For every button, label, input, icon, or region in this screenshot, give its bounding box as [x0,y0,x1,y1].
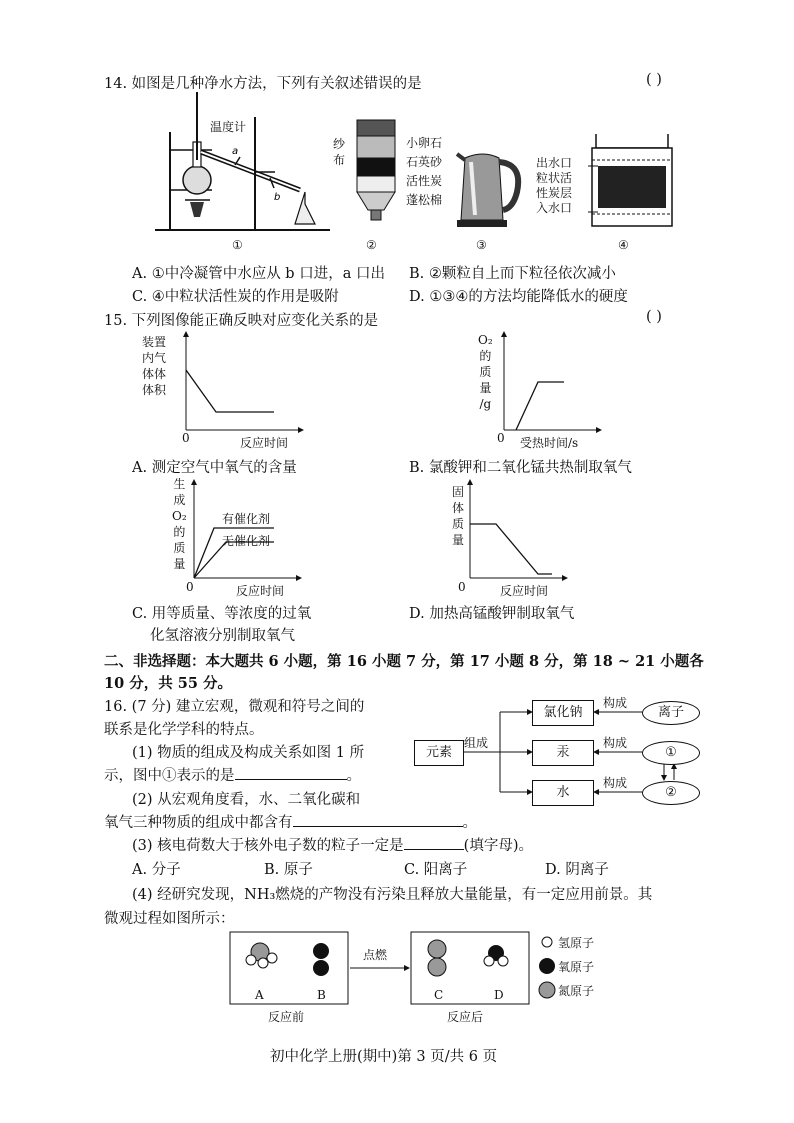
blank-1-oval: ① [642,741,700,765]
q16-part3-option-d[interactable]: D. 阴离子 [545,862,609,878]
before-reaction-label: 反应前 [268,1010,305,1024]
fig-num-3: ③ [476,238,487,252]
graph-a [176,330,306,440]
blank-2-oval: ② [642,781,700,805]
water-box: 水 [532,780,594,806]
molecule-c-label: C [434,988,444,1002]
graph-b-origin: 0 [497,431,505,445]
q16-part2-answer-blank[interactable] [293,814,463,827]
q15-option-c-line2: 化氢溶液分别制取氧气 [150,628,295,644]
graph-d [460,478,570,588]
graph-a-curve [186,370,274,412]
molecule-a-label: A [255,988,264,1002]
fig-num-4: ④ [618,238,629,252]
graph-c-catalyst-label: 有催化剂 [222,512,271,526]
q14-option-b[interactable]: B. ②颗粒自上而下粒径依次减小 [409,266,616,282]
q16-part1b: 示，图中①表示的是 。 [104,768,361,784]
section-2-heading: 二、非选择题：本大题共 6 小题，第 16 小题 7 分，第 17 小题 8 分，第 18 ~ 21 小题各 [104,653,704,670]
section-2-heading-line2: 10 分，共 55 分。 [104,675,233,692]
fig-num-1: ① [232,238,243,252]
molecule-b-label: B [317,988,326,1002]
electric-kettle-figure [455,150,530,230]
inlet-a-label: a [232,146,239,157]
q16-part3-answer-blank[interactable] [404,837,464,850]
graph-b-curve [516,382,564,430]
sodium-chloride-box: 氯化钠 [532,700,594,726]
ignite-label: 点燃 [363,948,388,962]
graph-a-xlabel: 反应时间 [240,436,289,450]
make-label-2: 构成 [603,736,628,750]
q16-part4a: (4) 经研究发现，NH₃燃烧的产物没有污染且释放大量能量，有一定应用前景。其 [132,887,653,903]
graph-d-xlabel: 反应时间 [500,584,549,598]
graph-c-no-catalyst-label: 无催化剂 [222,534,271,548]
distillation-apparatus-figure [150,92,330,237]
molecule-d-label: D [494,988,504,1002]
graph-d-origin: 0 [458,580,466,594]
ion-oval: 离子 [642,701,700,725]
fig-num-2: ② [366,238,377,252]
q16-part4b: 微观过程如图所示： [104,911,235,927]
graph-c-origin: 0 [186,580,194,594]
element-box: 元素 [414,740,464,766]
q16-line1: 16. (7 分) 建立宏观，微观和符号之间的 [104,699,365,715]
q16-part1-answer-blank[interactable] [235,767,347,780]
graph-c-ylabel: 生 成 O₂ 的 质 量 [172,477,187,571]
make-label-1: 构成 [603,696,628,710]
thermometer-label: 温度计 [210,120,247,134]
mercury-box: 汞 [532,740,594,766]
q14-option-d[interactable]: D. ①③④的方法均能降低水的硬度 [409,289,628,305]
q15-option-d[interactable]: D. 加热高锰酸钾制取氧气 [409,606,575,622]
q15-answer-paren: ( ) [646,309,662,325]
make-label-3: 构成 [603,776,628,790]
compose-label: 组成 [464,736,489,750]
graph-b-ylabel: O₂ 的 质 量 /g [478,333,493,411]
q16-part2b: 氧气三种物质的组成中都含有 。 [104,815,477,831]
reaction-micro-diagram [228,928,668,1020]
gauze-label: 纱 布 [333,137,346,167]
q16-part3-option-c[interactable]: C. 阳离子 [404,862,468,878]
filter-layer-labels: 小卵石 石英砂 活性炭 蓬松棉 [406,136,443,207]
simple-filter-figure [352,118,402,228]
graph-a-ylabel: 装置 内气 体体 体积 [142,335,167,397]
q15-option-a[interactable]: A. 测定空气中氧气的含量 [132,460,297,476]
q16-line2: 联系是化学学科的特点。 [104,722,264,738]
q15-option-b[interactable]: B. 氯酸钾和二氧化锰共热制取氧气 [409,460,632,476]
q16-part3-option-b[interactable]: B. 原子 [264,862,313,878]
after-reaction-label: 反应后 [447,1010,484,1024]
q14-stem: 14. 如图是几种净水方法，下列有关叙述错误的是 [104,76,422,92]
q14-option-a[interactable]: A. ①中冷凝管中水应从 b 口进，a 口出 [132,266,385,282]
inlet-b-label: b [274,192,281,203]
graph-b [494,330,604,440]
tank-labels: 出水口 粒状活 性炭层 入水口 [536,156,573,215]
legend-hydrogen: 氢原子 [558,936,595,950]
q15-option-c-line1[interactable]: C. 用等质量、等浓度的过氧 [132,606,312,622]
q14-option-c[interactable]: C. ④中粒状活性炭的作用是吸附 [132,289,339,305]
graph-d-curve [470,524,552,574]
q16-part2a: (2) 从宏观角度看，水、二氧化碳和 [132,792,361,808]
q16-part1a: (1) 物质的组成及构成关系如图 1 所 [132,745,365,761]
q16-part3-option-a[interactable]: A. 分子 [132,862,181,878]
graph-c-xlabel: 反应时间 [236,584,285,598]
legend-oxygen: 氧原子 [558,960,595,974]
q14-answer-paren: ( ) [646,72,662,88]
carbon-tank-figure [588,132,678,232]
legend-nitrogen: 氮原子 [558,984,595,998]
page-footer: 初中化学上册(期中)第 3 页/共 6 页 [270,1049,498,1065]
graph-b-xlabel: 受热时间/s [520,436,579,450]
graph-d-ylabel: 固 体 质 量 [452,485,465,547]
q15-stem: 15. 下列图像能正确反映对应变化关系的是 [104,313,379,329]
q16-part3: (3) 核电荷数大于核外电子数的粒子一定是 (填字母)。 [132,838,533,854]
graph-a-origin: 0 [182,431,190,445]
